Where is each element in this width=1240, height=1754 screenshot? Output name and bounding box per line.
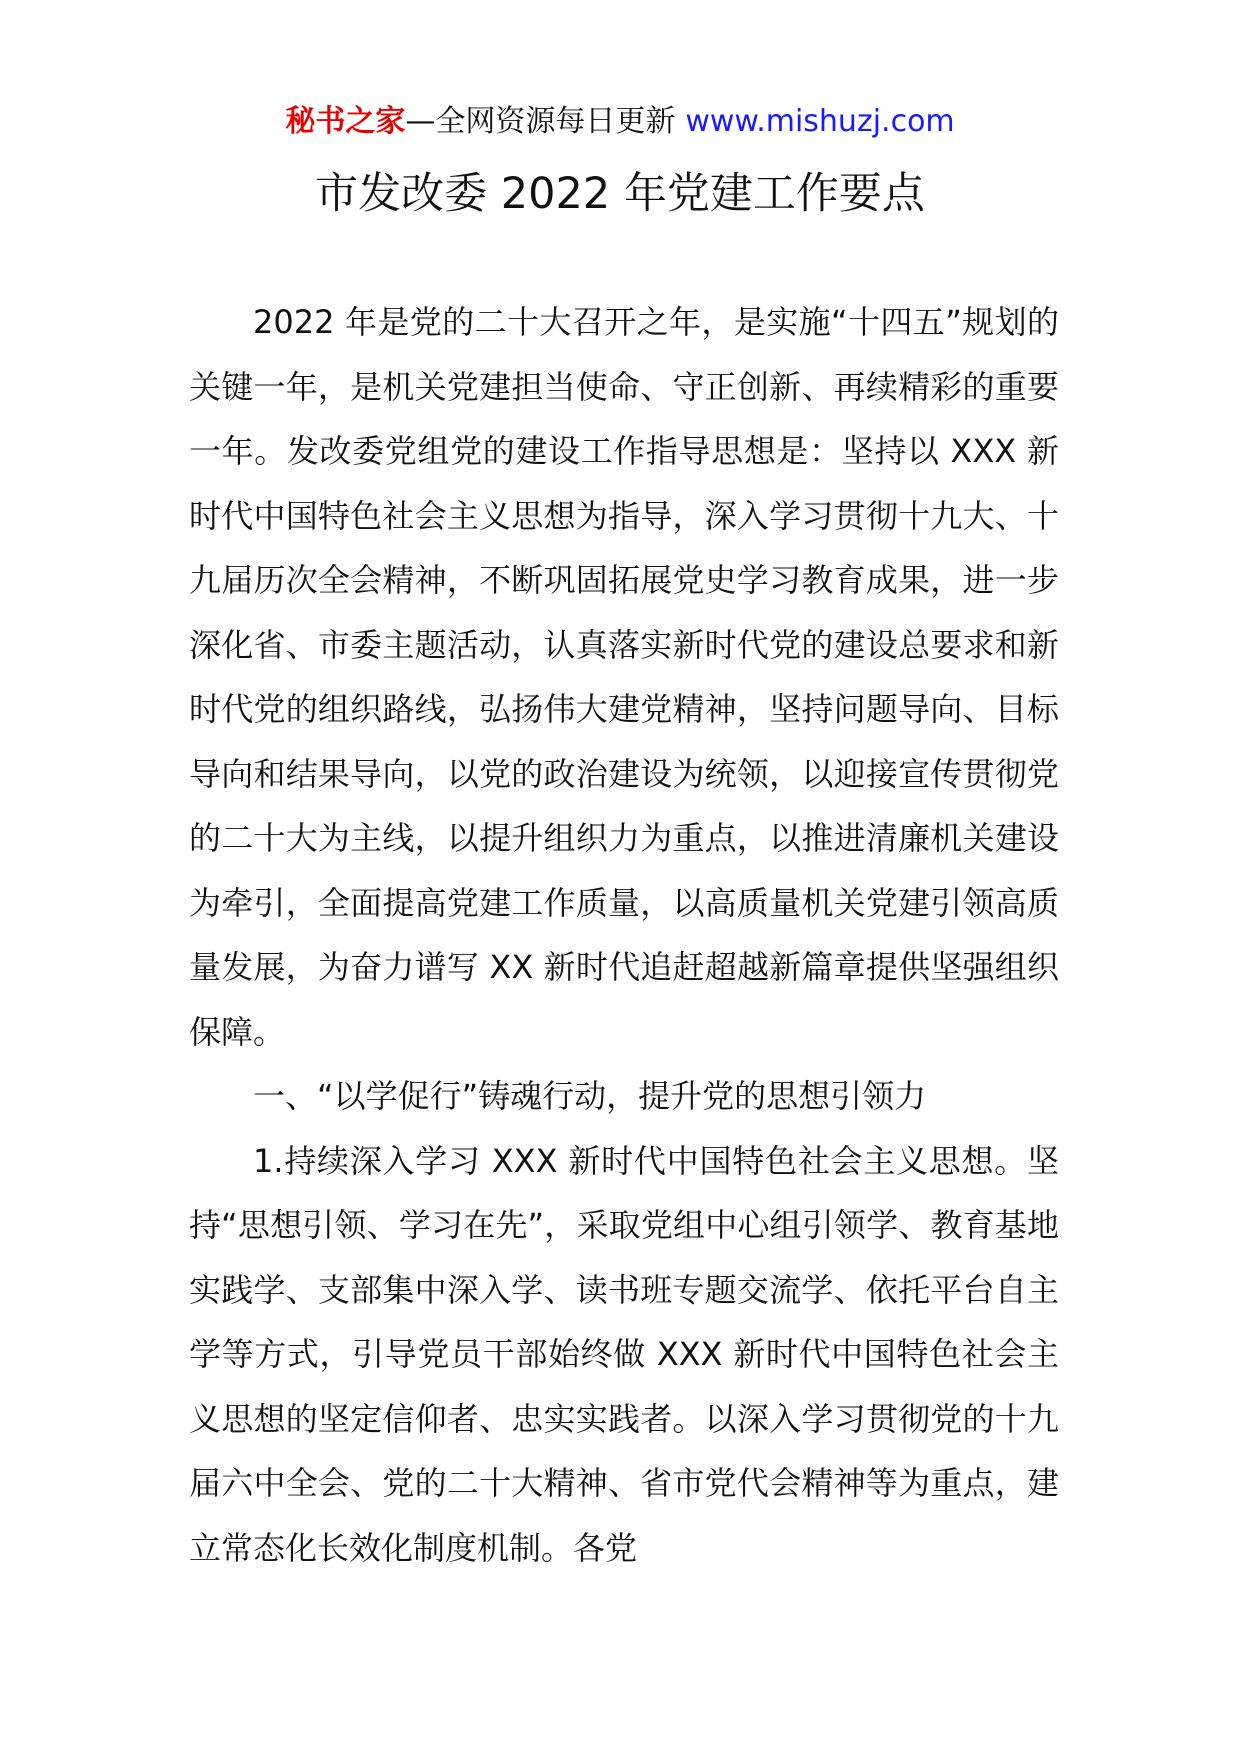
paragraph-intro: 2022 年是党的二十大召开之年，是实施“十四五”规划的关键一年，是机关党建担当使命、守正创新、再续精彩的重要一年。发改委党组党的建设工作指导思想是：坚持以 XXX 新时代中国特色社会主义思想为指导，深入学习贯彻十九大、十九届历次全会精神，不断巩固拓展党史学习教育成果，进一步深化省、市委主题活动，认真落实新时代党的建设总要求和新时代党的组织路线，弘扬伟大建党精神，坚持问题导向、目标导向和结果导向，以党的政治建设为统领，以迎接宣传贯彻党的二十大为主线，以提升组织力为重点，以推进清廉机关建设为牵引，全面提高党建工作质量，以高质量机关党建引领高质量发展，为奋力谱写 XX 新时代追赶超越新篇章提供坚强组织保障。: [189, 303, 1059, 1051]
section-heading-1: 一、“以学促行”铸魂行动，提升党的思想引领力: [253, 1077, 927, 1115]
document-title: 市发改委 2022 年党建工作要点: [315, 169, 925, 219]
site-url-link[interactable]: www.mishuzj.com: [685, 104, 955, 139]
document-body: [189, 290, 1059, 1580]
site-header: [0, 100, 1240, 144]
header-tagline: —全网资源每日更新: [405, 104, 676, 139]
brand-name: 秘书之家: [285, 104, 406, 139]
paragraph-item-1: 1.持续深入学习 XXX 新时代中国特色社会主义思想。坚持“思想引领、学习在先”，采取党组中心组引领学、教育基地实践学、支部集中深入学、读书班专题交流学、依托平台自主学等方式，引导党员干部始终做 XXX 新时代中国特色社会主义思想的坚定信仰者、忠实实践者。以深入学习贯彻党的十九届六中全会、党的二十大精神、省市党代会精神等为重点，建立常态化长效化制度机制。各党: [189, 1141, 1059, 1567]
